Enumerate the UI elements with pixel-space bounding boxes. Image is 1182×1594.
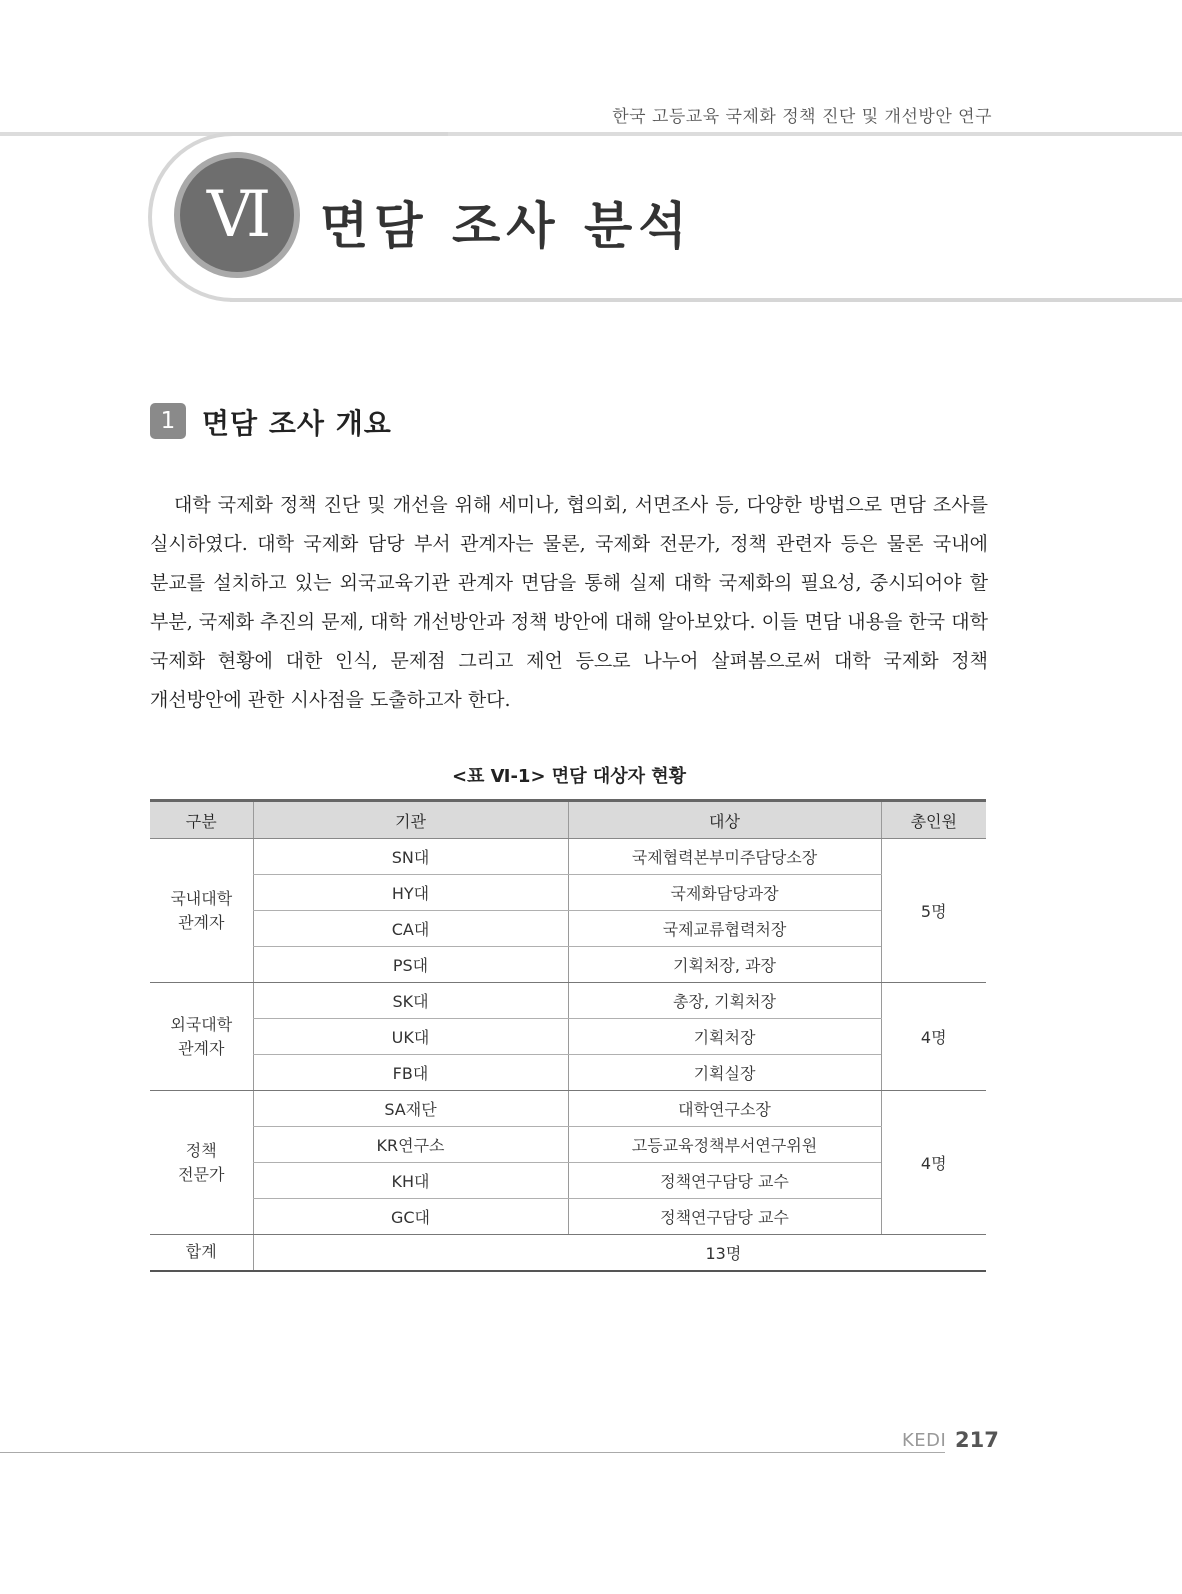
table-row bbox=[150, 1019, 986, 1055]
target-cell: 기획실장 bbox=[568, 1055, 881, 1091]
page-number: 217 bbox=[955, 1428, 999, 1452]
header-total: 총인원 bbox=[881, 801, 986, 839]
table-row bbox=[150, 1091, 986, 1127]
category-cell bbox=[150, 1091, 253, 1235]
institution-cell: FB대 bbox=[253, 1055, 568, 1091]
category-line: 국내대학 bbox=[170, 888, 233, 908]
target-cell: 고등교육정책부서연구위원 bbox=[568, 1127, 881, 1163]
table-row bbox=[150, 1163, 986, 1199]
category-line: 관계자 bbox=[178, 912, 225, 932]
target-cell: 국제화담당과장 bbox=[568, 875, 881, 911]
table-row bbox=[150, 1199, 986, 1235]
institution-cell: KH대 bbox=[253, 1163, 568, 1199]
chapter-number-badge bbox=[174, 152, 300, 278]
target-cell: 국제교류협력처장 bbox=[568, 911, 881, 947]
target-cell: 정책연구담당 교수 bbox=[568, 1199, 881, 1235]
table-row bbox=[150, 1055, 986, 1091]
category-line: 관계자 bbox=[178, 1038, 225, 1058]
category-cell bbox=[150, 839, 253, 983]
table-row bbox=[150, 911, 986, 947]
footer-brand: KEDI bbox=[902, 1430, 947, 1451]
institution-cell: PS대 bbox=[253, 947, 568, 983]
header-category: 구분 bbox=[150, 801, 253, 839]
interviewee-table bbox=[150, 799, 986, 1272]
total-cell: 5명 bbox=[881, 839, 986, 983]
total-cell: 4명 bbox=[881, 983, 986, 1091]
table-row bbox=[150, 1127, 986, 1163]
institution-cell: KR연구소 bbox=[253, 1127, 568, 1163]
category-line: 정책 bbox=[185, 1140, 217, 1160]
institution-cell: HY대 bbox=[253, 875, 568, 911]
section-number-badge: 1 bbox=[150, 403, 186, 439]
table-row bbox=[150, 875, 986, 911]
total-cell: 4명 bbox=[881, 1091, 986, 1235]
chapter-title: 면담 조사 분석 bbox=[320, 197, 693, 255]
table-row bbox=[150, 983, 986, 1019]
institution-cell: UK대 bbox=[253, 1019, 568, 1055]
institution-cell: CA대 bbox=[253, 911, 568, 947]
body-paragraph: 대학 국제화 정책 진단 및 개선을 위해 세미나, 협의회, 서면조사 등, 다양한 방법으로 면담 조사를 실시하였다. 대학 국제화 담당 부서 관계자는 물론, 국제화 전문가, 정책 관련자 등은 물론 국내에 분교를 설치하고 있는 외국교육기관 관계자 면담을 통해 실제 대학 국제화의 필요성, 중시되어야 할 부분, 국제화 추진의 문제, 대학 개선방안과 정책 방안에 대해 알아보았다. 이들 면담 내용을 한국 대학 국제화 현황에 대한 인식, 문제점 그리고 제언 등으로 나누어 살펴봄으로써 대학 국제화 정책 개선방안에 관한 시사점을 도출하고자 한다. bbox=[150, 494, 988, 711]
category-line: 전문가 bbox=[178, 1164, 225, 1184]
institution-cell: GC대 bbox=[253, 1199, 568, 1235]
institution-cell: SN대 bbox=[253, 839, 568, 875]
table-header-row bbox=[150, 801, 986, 839]
header-institution: 기관 bbox=[253, 801, 568, 839]
section-title: 면담 조사 개요 bbox=[202, 407, 392, 440]
institution-cell: SK대 bbox=[253, 983, 568, 1019]
sum-label-cell: 합계 bbox=[150, 1235, 253, 1271]
header-target: 대상 bbox=[568, 801, 881, 839]
table-total-row bbox=[150, 1235, 986, 1271]
category-line: 외국대학 bbox=[170, 1014, 233, 1034]
footer-rule bbox=[0, 1452, 945, 1453]
table-row bbox=[150, 839, 986, 875]
target-cell: 총장, 기획처장 bbox=[568, 983, 881, 1019]
target-cell: 기획처장 bbox=[568, 1019, 881, 1055]
table-row bbox=[150, 947, 986, 983]
target-cell: 대학연구소장 bbox=[568, 1091, 881, 1127]
target-cell: 기획처장, 과장 bbox=[568, 947, 881, 983]
header-rule bbox=[0, 132, 1182, 136]
target-cell: 국제협력본부미주담당소장 bbox=[568, 839, 881, 875]
table-caption: <표 Ⅵ-1> 면담 대상자 현황 bbox=[451, 766, 687, 787]
institution-cell: SA재단 bbox=[253, 1091, 568, 1127]
running-header: 한국 고등교육 국제화 정책 진단 및 개선방안 연구 bbox=[612, 107, 992, 127]
sum-value-cell: 13명 bbox=[253, 1235, 986, 1271]
chapter-numeral: Ⅵ bbox=[206, 178, 268, 252]
target-cell: 정책연구담당 교수 bbox=[568, 1163, 881, 1199]
category-cell bbox=[150, 983, 253, 1091]
chapter-banner-rule bbox=[230, 298, 1182, 302]
